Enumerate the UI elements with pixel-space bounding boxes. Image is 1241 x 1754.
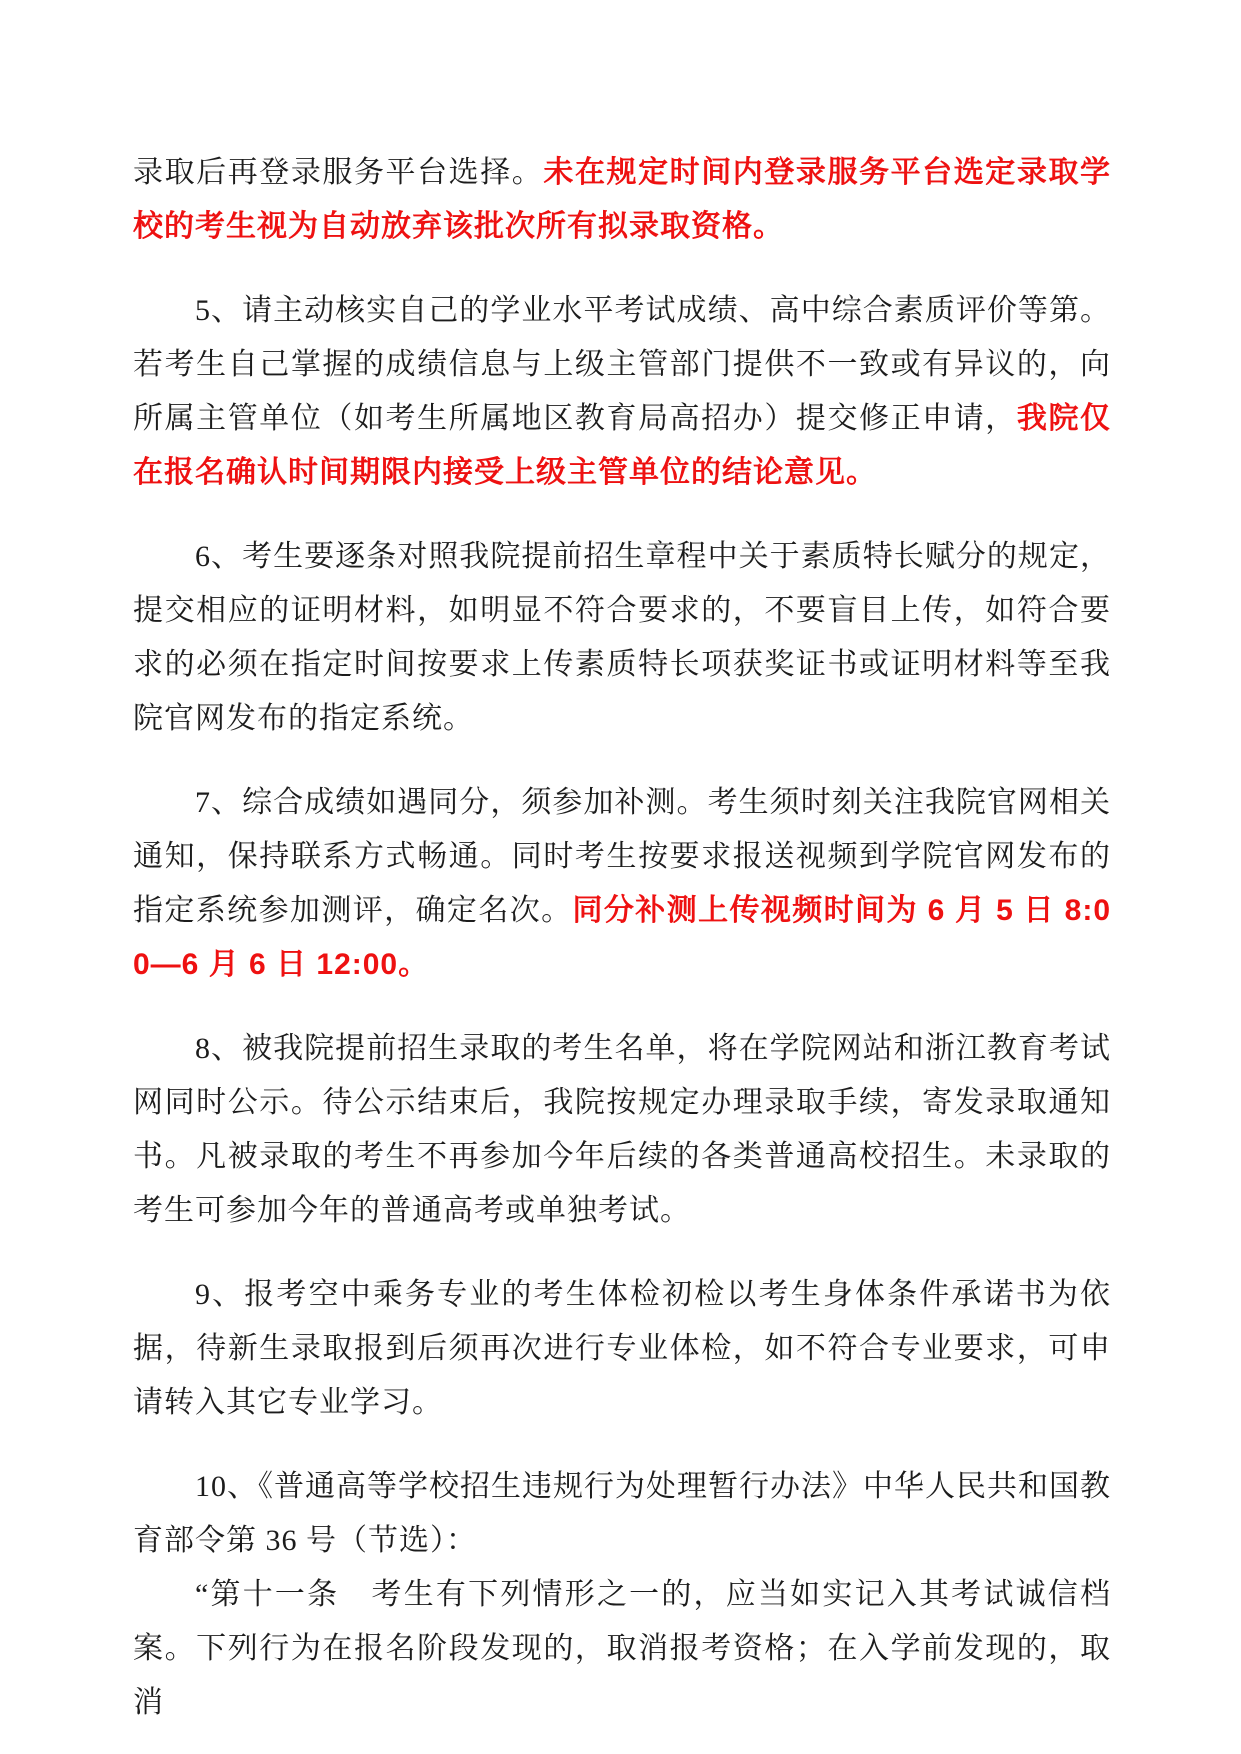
body-text: 9、报考空中乘务专业的考生体检初检以考生身体条件承诺书为依据，待新生录取报到后须再次进行专业体检，如不符合专业要求，可申请转入其它专业学习。	[133, 1278, 1111, 1419]
highlight-red-text: 未在规定时间内登录服务平台选定录取学校的考生视为自动放弃该批次所有拟录取资格。	[133, 156, 1112, 243]
paragraph-item-6	[133, 530, 1111, 746]
paragraph-item-5	[133, 284, 1111, 500]
document-body	[133, 146, 1111, 1754]
body-text: “第十一条 考生有下列情形之一的，应当如实记入其考试诚信档案。下列行为在报名阶段发现的，取消报考资格；在入学前发现的，取消	[133, 1578, 1111, 1719]
paragraph-lead-in	[133, 146, 1111, 254]
highlight-red-text: 我院仅在报名确认时间期限内接受上级主管单位的结论意见。	[133, 402, 1112, 489]
paragraph-item-10	[133, 1460, 1111, 1568]
body-text: 7、综合成绩如遇同分，须参加补测。考生须时刻关注我院官网相关通知，保持联系方式畅通。同时考生按要求报送视频到学院官网发布的指定系统参加测评，确定名次。	[133, 786, 1111, 927]
body-text: 10、《普通高等学校招生违规行为处理暂行办法》中华人民共和国教育部令第 36 号（节选）：	[133, 1470, 1111, 1557]
paragraph-item-9	[133, 1268, 1111, 1430]
highlight-red-text: 同分补测上传视频时间为 6 月 5 日 8:00—6 月 6 日 12:00。	[133, 894, 1112, 981]
paragraph-item-8	[133, 1022, 1111, 1238]
paragraph-item-7	[133, 776, 1111, 992]
body-text: 8、被我院提前招生录取的考生名单，将在学院网站和浙江教育考试网同时公示。待公示结束后，我院按规定办理录取手续，寄发录取通知书。凡被录取的考生不再参加今年后续的各类普通高校招生。未录取的考生可参加今年的普通高考或单独考试。	[133, 1032, 1111, 1227]
paragraph-quote-article-11	[133, 1568, 1111, 1730]
body-text: 录取后再登录服务平台选择。	[133, 156, 544, 189]
body-text: 5、请主动核实自己的学业水平考试成绩、高中综合素质评价等第。若考生自己掌握的成绩信息与上级主管部门提供不一致或有异议的，向所属主管单位（如考生所属地区教育局高招办）提交修正申请，	[133, 294, 1111, 435]
body-text: 6、考生要逐条对照我院提前招生章程中关于素质特长赋分的规定，提交相应的证明材料，如明显不符合要求的，不要盲目上传，如符合要求的必须在指定时间按要求上传素质特长项获奖证书或证明材料等至我院官网发布的指定系统。	[133, 540, 1111, 735]
